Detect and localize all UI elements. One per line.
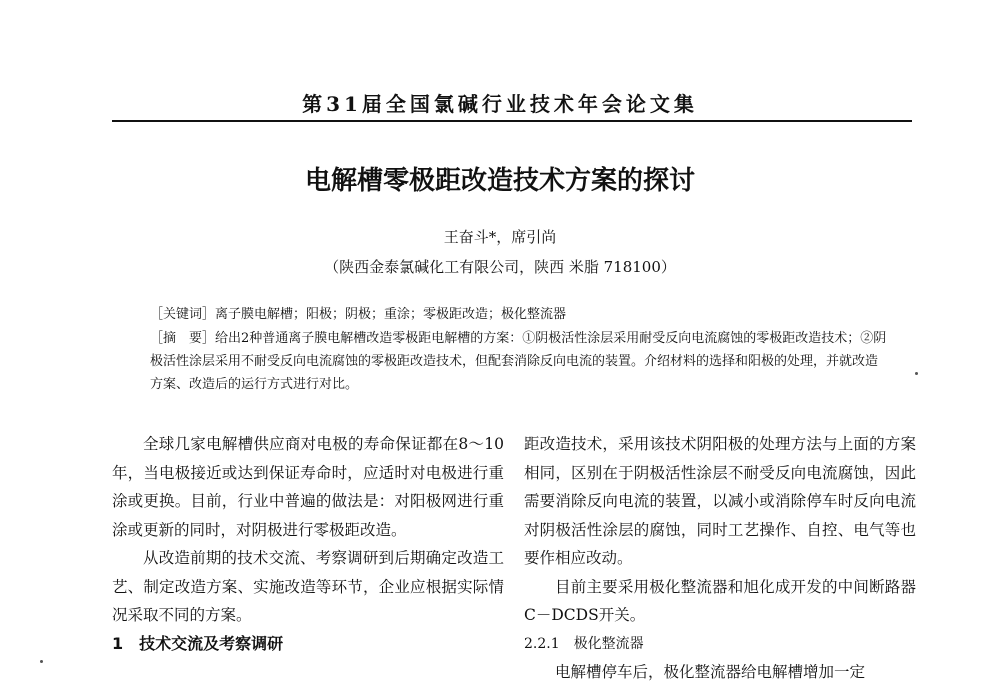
body-paragraph: 距改造技术，采用该技术阴阳极的处理方法与上面的方案相同，区别在于阴极活性涂层不耐受反向电流腐蚀，因此需要消除反向电流的装置，以减小或消除停车时反向电流对阴极活性涂层的腐蚀，同时工艺操作、自控、电气等也要作相应改动。	[524, 435, 916, 567]
keywords-text: 离子膜电解槽；阳极；阴极；重涂；零极距改造；极化整流器	[215, 307, 567, 322]
body-paragraph: 全球几家电解槽供应商对电极的寿命保证都在8～10年，当电极接近或达到保证寿命时，应适时对电极进行重涂或更换。目前，行业中普遍的做法是：对阳极网进行重涂或更新的同时，对阴极进行零极距改造。	[112, 435, 504, 539]
scan-speck	[40, 660, 43, 663]
paper-affiliation: （陕西金泰氯碱化工有限公司，陕西 米脂 718100）	[324, 258, 676, 276]
paper-authors: 王奋斗*，席引尚	[443, 228, 557, 246]
header-rule	[112, 120, 912, 122]
paper-title: 电解槽零极距改造技术方案的探讨	[304, 166, 695, 196]
left-column	[112, 430, 504, 658]
abstract-label: ［摘 要］	[150, 331, 216, 346]
keywords-block	[150, 304, 910, 326]
abstract-block	[150, 327, 890, 396]
scan-speck	[915, 372, 918, 375]
right-column	[524, 430, 916, 687]
body-paragraph: 电解槽停车后，极化整流器给电解槽增加一定	[555, 663, 866, 681]
abstract-text: 给出2种普通离子膜电解槽改造零极距电解槽的方案：①阴极活性涂层采用耐受反向电流腐蚀的零极距改造技术；②阴极活性涂层采用不耐受反向电流腐蚀的零极距改造技术，但配套消除反向电流的装置。介绍材料的选择和阳极的处理，并就改造方案、改造后的运行方式进行对比。	[150, 331, 887, 392]
body-paragraph: 目前主要采用极化整流器和旭化成开发的中间断路器C－DCDS开关。	[524, 577, 916, 624]
subsection-heading: 2.2.1 极化整流器	[524, 635, 644, 652]
body-paragraph: 从改造前期的技术交流、考察调研到后期确定改造工艺、制定改造方案、实施改造等环节，企业应根据实际情况采取不同的方案。	[112, 549, 504, 624]
proceedings-header: 第31届全国氯碱行业技术年会论文集	[302, 92, 698, 116]
keywords-label: ［关键词］	[150, 307, 216, 322]
section-heading: 1 技术交流及考察调研	[112, 633, 284, 653]
